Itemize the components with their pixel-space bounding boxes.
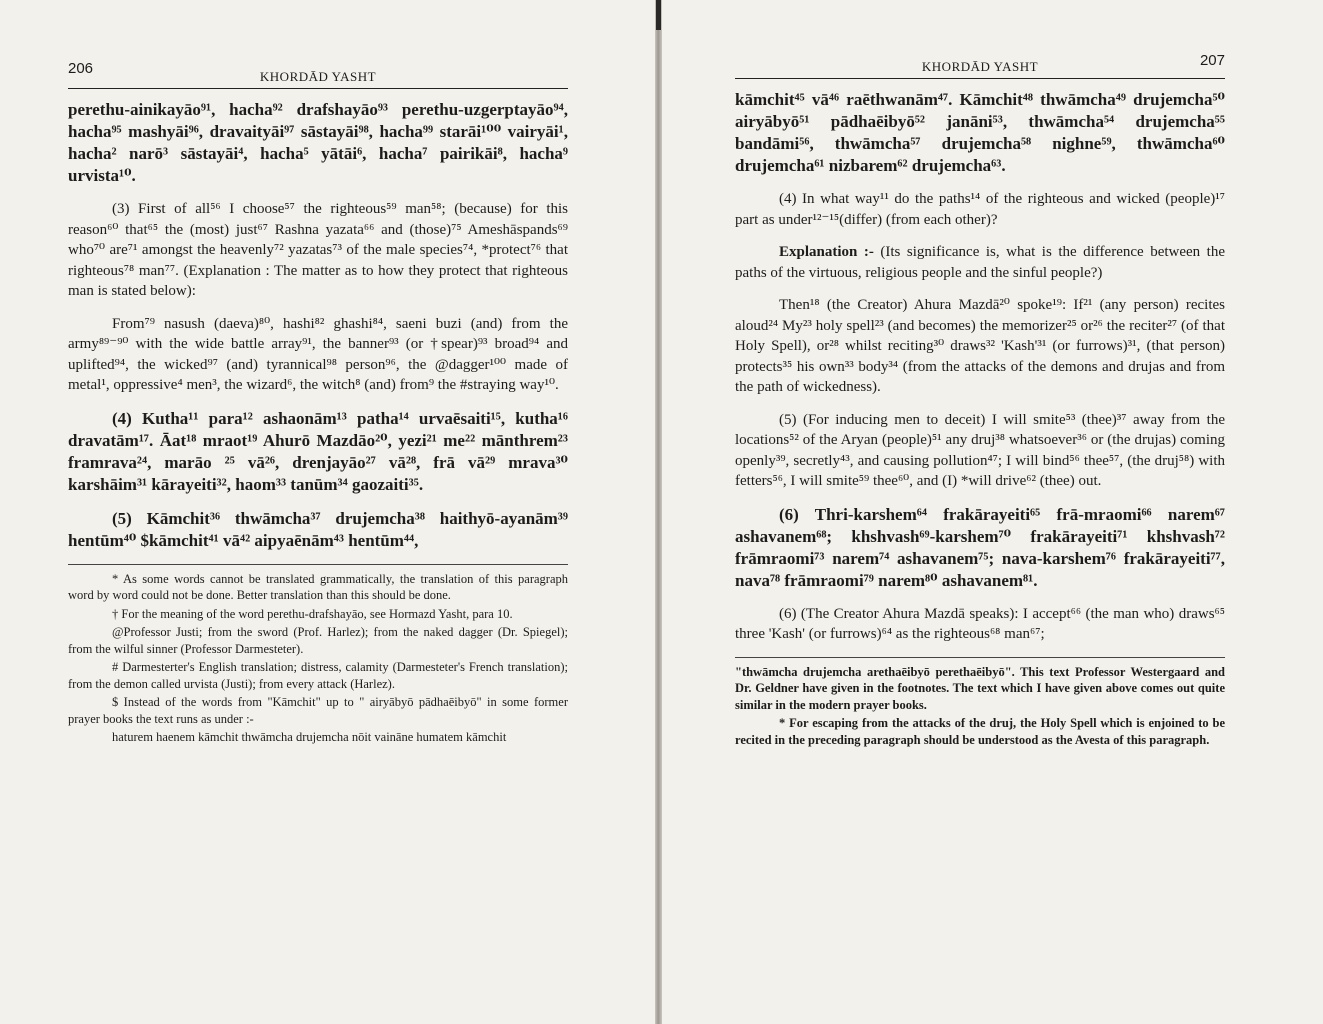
left-page-number: 206	[68, 60, 94, 77]
right-page	[662, 0, 1323, 1024]
avesta-paragraph-4: (4) Kutha¹¹ para¹² ashaonām¹³ patha¹⁴ urvaēsaiti¹⁵, kutha¹⁶ dravatām¹⁷. Āat¹⁸ mraot¹⁹ Ahurō Mazdāo²⁰, yezi²¹ me²² mānthrem²³ framrava²⁴, marāo ²⁵ vā²⁶, drenjayāo²⁷ vā²⁸, frā vā²⁹ mrava³⁰ karshāim³¹ kārayeiti³², haom³³ tanūm³⁴ gaozaiti³⁵.	[68, 408, 568, 494]
translation-paragraph-then: Then¹⁸ (the Creator) Ahura Mazdā²⁰ spoke¹⁹: If²¹ (any person) recites aloud²⁴ My²³ holy spell²³ (and becomes) the memorizer²⁵ or²⁶ the reciter²⁷ (of that Holy Spell), or²⁸ whilst reciting³⁰ draws³² 'Kash'³¹ (or furrows)³¹, (that person) protects³⁵ his own³³ body³⁴ (from the attacks of the demons and drujas and from the path of wickedness).	[735, 297, 1225, 395]
right-page-header	[735, 50, 1225, 79]
footnote-asterisk-right: * For escaping from the attacks of the druj, the Holy Spell which is enjoined to be recited in the preceding paragraph should be understood as the Avesta of this paragraph.	[735, 716, 1225, 747]
left-running-title: KHORDĀD YASHT	[259, 69, 377, 84]
footnote-variant-text: "thwāmcha drujemcha arethaēibyō perethaēibyō". This text Professor Westergaard and Dr. Geldner have given in the footnotes. The text which I have given above comes out quite similar in the modern prayer books.	[735, 664, 1225, 712]
avesta-paragraph-5: (5) Kāmchit³⁶ thwāmcha³⁷ drujemcha³⁸ haithyō-ayanām³⁹ hentūm⁴⁰ $kāmchit⁴¹ vā⁴² aipyaēnām⁴³ hentūm⁴⁴,	[68, 508, 568, 550]
footnote-asterisk: * As some words cannot be translated grammatically, the translation of this paragraph word by word could not be done. Better translation than this should be done.	[68, 571, 568, 602]
explanation-label: Explanation :-	[779, 244, 874, 260]
translation-paragraph-6: (6) (The Creator Ahura Mazdā speaks): I accept⁶⁶ (the man who) draws⁶⁵ three 'Kash' (or furrows)⁶⁴ as the righteous⁶⁸ man⁶⁷;	[735, 605, 1225, 642]
footnote-hash: # Darmesterter's English translation; distress, calamity (Darmesteter's French translation); from the demon called urvista (Justi); from every attack (Harlez).	[68, 660, 568, 691]
avesta-paragraph-6: (6) Thri-karshem⁶⁴ frakārayeiti⁶⁵ frā-mraomi⁶⁶ narem⁶⁷ ashavanem⁶⁸; khshvash⁶⁹-karshem⁷⁰ frakārayeiti⁷¹ khshvash⁷² frāmraomi⁷³ narem⁷⁴ ashavanem⁷⁵; nava-karshem⁷⁶ frakārayeiti⁷⁷, nava⁷⁸ frāmraomi⁷⁹ narem⁸⁰ ashavanem⁸¹.	[735, 504, 1225, 590]
translation-paragraph-3: (3) First of all⁵⁶ I choose⁵⁷ the righteous⁵⁹ man⁵⁸; (because) for this reason⁶⁰ that⁶⁵ the (most) just⁶⁷ Rashna yazata⁶⁶ and (those)⁷⁵ Ameshāspands⁶⁹ who⁷⁰ are⁷¹ amongst the heavenly⁷² yazatas⁷³ of the male species⁷⁴, *protect⁷⁶ that righteous⁷⁸ man⁷⁷. (Explanation : The matter as to how they protect that righteous man is stated below):	[68, 201, 568, 299]
right-page-number: 207	[1199, 52, 1225, 69]
right-running-title: KHORDĀD YASHT	[921, 59, 1039, 74]
explanation-text: (Its significance is, what is the difference between the paths of the virtuous, religious people and the sinful people?)	[735, 244, 1226, 281]
right-footnotes	[735, 657, 1225, 749]
avesta-paragraph-5-end: kāmchit⁴⁵ vā⁴⁶ raēthwanām⁴⁷. Kāmchit⁴⁸ thwāmcha⁴⁹ drujemcha⁵⁰ airyābyō⁵¹ pādhaēibyō⁵² janāni⁵³, thwāmcha⁵⁴ drujemcha⁵⁵ bandāmi⁵⁶, thwāmcha⁵⁷ drujemcha⁵⁸ nighne⁵⁹, thwāmcha⁶⁰ drujemcha⁶¹ nizbarem⁶² drujemcha⁶³.	[735, 90, 1225, 175]
footnote-dollar: $ Instead of the words from "Kāmchit" up to " airyābyō pādhaēibyō" in some former prayer books the text runs as under :-	[68, 695, 568, 726]
left-page-header	[68, 60, 568, 89]
right-page-content	[735, 50, 1225, 750]
translation-paragraph-4: (4) In what way¹¹ do the paths¹⁴ of the righteous and wicked (people)¹⁷ part as under¹²⁻¹⁵(differ) (from each other)?	[735, 191, 1225, 228]
footnote-dagger: † For the meaning of the word perethu-drafshayāo, see Hormazd Yasht, para 10.	[112, 606, 513, 621]
book-spine	[655, 0, 662, 1024]
explanation-paragraph	[735, 242, 1225, 283]
left-page	[0, 0, 655, 1024]
footnote-avesta-variant: haturem haenem kāmchit thwāmcha drujemcha nōit vaināne humatem kāmchit	[112, 730, 507, 744]
translation-paragraph-5: (5) (For inducing men to deceit) I will smite⁵³ (thee)³⁷ away from the locations⁵² of the Aryan (people)⁵¹ any druj³⁸ whatsoever³⁶ or (the drujas) coming openly³⁹, secretly⁴³, and causing pollution⁴⁷; I will bind⁵⁶ thee⁵⁷, (the druj⁵⁸) with fetters⁵⁶, I will smite⁵⁹ thee⁶⁰, and (I) *will drive⁶² (thee) out.	[735, 411, 1225, 489]
avesta-paragraph-3-end: perethu-ainikayāo⁹¹, hacha⁹² drafshayāo⁹³ perethu-uzgerptayāo⁹⁴, hacha⁹⁵ mashyāi⁹⁶, dravaityāi⁹⁷ sāstayāi⁹⁸, hacha⁹⁹ starāi¹⁰⁰ vairyāi¹, hacha² narō³ sāstayāi⁴, hacha⁵ yātāi⁶, hacha⁷ pairikāi⁸, hacha⁹ urvista¹⁰.	[68, 100, 568, 185]
left-footnotes	[68, 564, 568, 746]
translation-paragraph-from: From⁷⁹ nasush (daeva)⁸⁰, hashi⁸² ghashi⁸⁴, saeni buzi (and) from the army⁸⁹⁻⁹⁰ with the wide battle array⁹¹, the banner⁹³ (or †spear)⁹³ broad⁹⁴ and uplifted⁹⁴, the wicked⁹⁷ (and) tyrannical⁹⁸ person⁹⁶, the @dagger¹⁰⁰ made of metal¹, oppressive⁴ men³, the wizard⁶, the witch⁸ (and) from⁹ the #straying way¹⁰.	[68, 315, 568, 393]
footnote-at: @Professor Justi; from the sword (Prof. Harlez); from the naked dagger (Dr. Spiegel); from the wilful sinner (Professor Darmesteter).	[68, 625, 568, 656]
left-page-content	[68, 60, 568, 748]
